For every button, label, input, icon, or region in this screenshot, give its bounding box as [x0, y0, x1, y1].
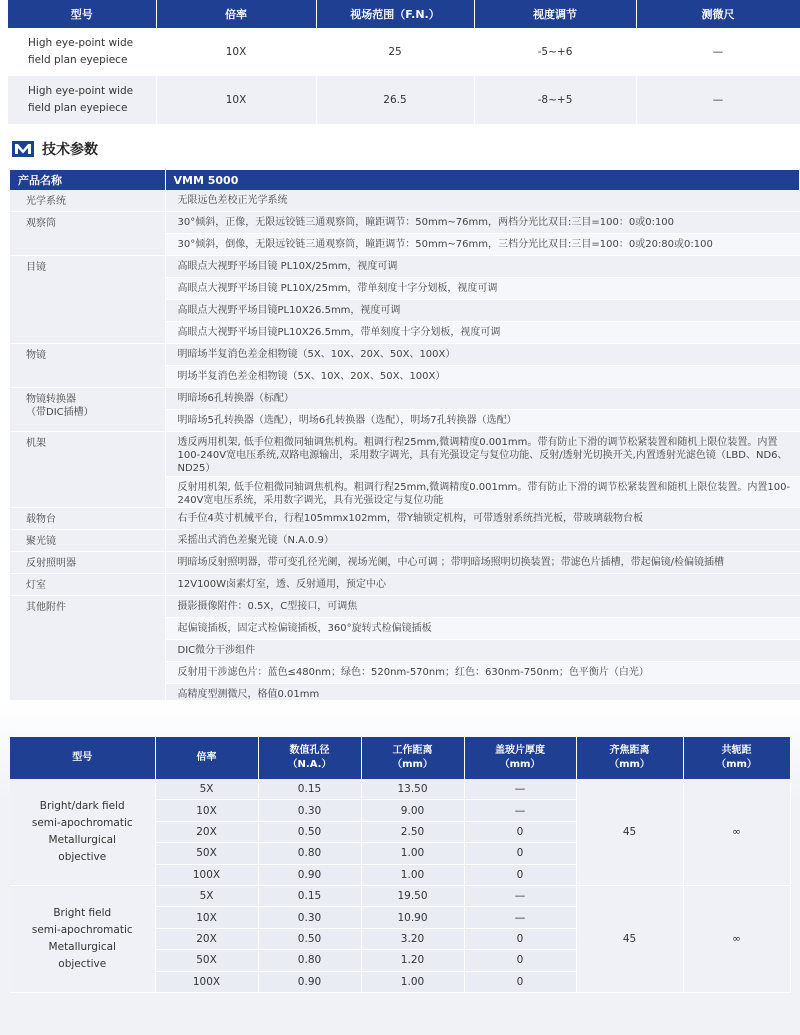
table-row	[10, 388, 800, 410]
objective-mag: 20X	[155, 928, 258, 949]
eyepiece-header-fn: 视场范围（F.N.）	[316, 0, 474, 28]
eyepiece-header-model: 型号	[8, 0, 156, 28]
objective-header-na	[258, 737, 361, 779]
objective-header-mag	[155, 737, 258, 779]
objective-header-cover	[464, 737, 576, 779]
objective-header-wd	[361, 737, 464, 779]
objective-cover: 0	[464, 928, 576, 949]
objective-na: 0.15	[258, 779, 361, 800]
spec-value: 明暗场半复消色差金相物镜（5X、10X、20X、50X、100X）	[165, 344, 800, 366]
table-row	[10, 596, 800, 618]
table-row	[10, 530, 800, 552]
objective-cover: —	[464, 800, 576, 821]
objective-cover: —	[464, 885, 576, 906]
eyepiece-header-micrometer: 测微尺	[636, 0, 800, 28]
section-heading	[12, 138, 98, 160]
spec-value: 透反两用机架, 低手位粗微同轴调焦机构。粗调行程25mm,微调精度0.001mm。带有防止下滑的调节松紧装置和随机上限位装置。内置100-240V宽电压系统,双路电源输出，采用数字调光，具有光强设定与复位功能、反射/透射光切换开关,内置透射光滤色镜（LBD、ND6、ND25）	[165, 432, 800, 477]
objective-mag: 5X	[155, 885, 258, 906]
spec-header-value: VMM 5000	[165, 170, 800, 190]
eyepiece-diopter: -5~+6	[474, 28, 636, 76]
objective-conjugate: ∞	[683, 779, 790, 885]
table-row	[10, 256, 800, 278]
header-text: 盖玻片厚度 （mm）	[495, 745, 545, 770]
spec-value: 高眼点大视野平场目镜 PL10X/25mm，视度可调	[165, 256, 800, 278]
spec-name: 目镜	[10, 256, 165, 344]
spec-name: 其他附件	[10, 596, 165, 706]
objective-na: 0.80	[258, 843, 361, 864]
eyepiece-diopter: -8~+5	[474, 76, 636, 124]
spec-value: 无限远色差校正光学系统	[165, 190, 800, 212]
spec-value: 明暗场6孔转换器（标配）	[165, 388, 800, 410]
objective-wd: 2.50	[361, 821, 464, 842]
table-row	[10, 885, 790, 906]
objective-wd: 1.00	[361, 864, 464, 885]
spec-name: 机架	[10, 432, 165, 508]
eyepiece-micrometer: —	[636, 76, 800, 124]
spec-name: 物镜	[10, 344, 165, 388]
objective-wd: 10.90	[361, 907, 464, 928]
table-row	[10, 779, 790, 800]
objective-mag: 100X	[155, 971, 258, 992]
table-row	[10, 212, 800, 234]
spec-header-row	[10, 170, 800, 190]
objective-conjugate: ∞	[683, 885, 790, 992]
spec-value: 30°倾斜，正像，无限远铰链三通观察筒，瞳距调节：50mm~76mm，两档分光比双目:三目=100：0或0:100	[165, 212, 800, 234]
objective-na: 0.50	[258, 821, 361, 842]
table-row	[10, 190, 800, 212]
header-text: 工作距离 （mm）	[392, 745, 433, 770]
spec-name: 反射照明器	[10, 552, 165, 574]
table-row	[10, 344, 800, 366]
spec-name: 灯室	[10, 574, 165, 596]
spec-name: 光学系统	[10, 190, 165, 212]
objective-wd: 1.00	[361, 971, 464, 992]
objective-model: Bright field semi-apochromatic Metallurgical objective	[10, 885, 155, 992]
eyepiece-micrometer: —	[636, 28, 800, 76]
objective-header-parfocal	[576, 737, 683, 779]
spec-body	[10, 190, 800, 706]
spec-table	[10, 170, 800, 706]
objective-na: 0.80	[258, 950, 361, 971]
eyepiece-model: High eye-point wide field plan eyepiece	[8, 28, 156, 76]
eyepiece-model: High eye-point wide field plan eyepiece	[8, 76, 156, 124]
table-row	[10, 552, 800, 574]
spec-name: 聚光镜	[10, 530, 165, 552]
objective-na: 0.90	[258, 971, 361, 992]
header-text: 齐焦距离 （mm）	[609, 745, 650, 770]
objective-cover: —	[464, 907, 576, 928]
spec-name: 载物台	[10, 508, 165, 530]
table-row	[10, 432, 800, 477]
spec-value: 摄影摄像附件：0.5X，C型接口，可调焦	[165, 596, 800, 618]
table-row	[8, 76, 800, 124]
header-text: 倍率	[196, 752, 217, 763]
objective-na: 0.50	[258, 928, 361, 949]
spec-value: 明暗场反射照明器，带可变孔径光阑，视场光阑，中心可调 ；带明暗场照明切换装置；带滤色片插槽，带起偏镜/检偏镜插槽	[165, 552, 800, 574]
objective-cover: 0	[464, 971, 576, 992]
objective-wd: 1.00	[361, 843, 464, 864]
eyepiece-fn: 25	[316, 28, 474, 76]
objective-header-row	[10, 737, 790, 779]
objective-mag: 50X	[155, 950, 258, 971]
spec-value: 高眼点大视野平场目镜PL10X26.5mm，视度可调	[165, 300, 800, 322]
objective-mag: 5X	[155, 779, 258, 800]
objective-cover: 0	[464, 864, 576, 885]
spec-value: 明暗场5孔转换器（选配），明场6孔转换器（选配），明场7孔转换器（选配）	[165, 410, 800, 432]
objective-cover: 0	[464, 843, 576, 864]
spec-value: 高精度型测微尺，格值0.01mm	[165, 684, 800, 706]
objective-cover: —	[464, 779, 576, 800]
table-row	[10, 508, 800, 530]
spec-value: 起偏镜插板，固定式检偏镜插板，360°旋转式检偏镜插板	[165, 618, 800, 640]
objective-mag: 10X	[155, 907, 258, 928]
objective-mag: 100X	[155, 864, 258, 885]
eyepiece-header-mag: 倍率	[156, 0, 316, 28]
objective-wd: 19.50	[361, 885, 464, 906]
objective-cover: 0	[464, 950, 576, 971]
objective-body	[10, 779, 790, 992]
spec-value: 反射用机架, 低手位粗微同轴调焦机构。粗调行程25mm,微调精度0.001mm。带有防止下滑的调节松紧装置和随机上限位装置。内置100-240V宽电压系统，采用数字调光，具有光强设定与复位功能	[165, 477, 800, 508]
spec-header-name: 产品名称	[10, 170, 165, 190]
spec-value: 30°倾斜，倒像，无限远铰链三通观察筒，瞳距调节：50mm~76mm，三档分光比双目:三目=100：0或20:80或0:100	[165, 234, 800, 256]
objective-header-model	[10, 737, 155, 779]
table-row	[8, 28, 800, 76]
objective-na: 0.30	[258, 907, 361, 928]
objective-na: 0.15	[258, 885, 361, 906]
eyepiece-header-row	[8, 0, 800, 28]
eyepiece-mag: 10X	[156, 76, 316, 124]
objective-wd: 13.50	[361, 779, 464, 800]
objective-cover: 0	[464, 821, 576, 842]
spec-value: 右手位4英寸机械平台，行程105mmx102mm，带Y轴锁定机构，可带透射系统挡光板，带玻璃载物台板	[165, 508, 800, 530]
objective-model: Bright/dark field semi-apochromatic Metallurgical objective	[10, 779, 155, 885]
section-title: 技术参数	[42, 142, 98, 158]
objective-parfocal: 45	[576, 779, 683, 885]
spec-value: DIC微分干涉组件	[165, 640, 800, 662]
spec-value: 12V100W卤素灯室，透、反射通用，预定中心	[165, 574, 800, 596]
spec-value: 明场半复消色差金相物镜（5X、10X、20X、50X、100X）	[165, 366, 800, 388]
header-text: 数值孔径 （N.A.）	[287, 745, 332, 770]
objective-wd: 1.20	[361, 950, 464, 971]
eyepiece-fn: 26.5	[316, 76, 474, 124]
objective-na: 0.30	[258, 800, 361, 821]
spec-name: 观察筒	[10, 212, 165, 256]
table-row	[10, 574, 800, 596]
spec-value: 反射用干涉滤色片：蓝色≤480nm；绿色：520nm-570nm；红色：630nm-750nm；色平衡片（白光）	[165, 662, 800, 684]
objective-mag: 10X	[155, 800, 258, 821]
spec-name: 物镜转换器 （带DIC插槽）	[10, 388, 165, 432]
m-logo-icon	[12, 141, 34, 157]
spec-value: 高眼点大视野平场目镜PL10X26.5mm，带单刻度十字分划板，视度可调	[165, 322, 800, 344]
eyepiece-table	[8, 0, 800, 124]
objective-wd: 9.00	[361, 800, 464, 821]
eyepiece-mag: 10X	[156, 28, 316, 76]
eyepiece-header-diopter: 视度调节	[474, 0, 636, 28]
header-text: 型号	[72, 752, 93, 763]
header-text: 共轭距 （mm）	[716, 745, 757, 770]
objective-wd: 3.20	[361, 928, 464, 949]
objective-parfocal: 45	[576, 885, 683, 992]
objective-table	[10, 737, 791, 993]
spec-value: 采摇出式消色差聚光镜（N.A.0.9）	[165, 530, 800, 552]
objective-header-conjugate	[683, 737, 790, 779]
spec-value: 高眼点大视野平场目镜 PL10X/25mm，带单刻度十字分划板，视度可调	[165, 278, 800, 300]
objective-mag: 20X	[155, 821, 258, 842]
objective-na: 0.90	[258, 864, 361, 885]
objective-mag: 50X	[155, 843, 258, 864]
